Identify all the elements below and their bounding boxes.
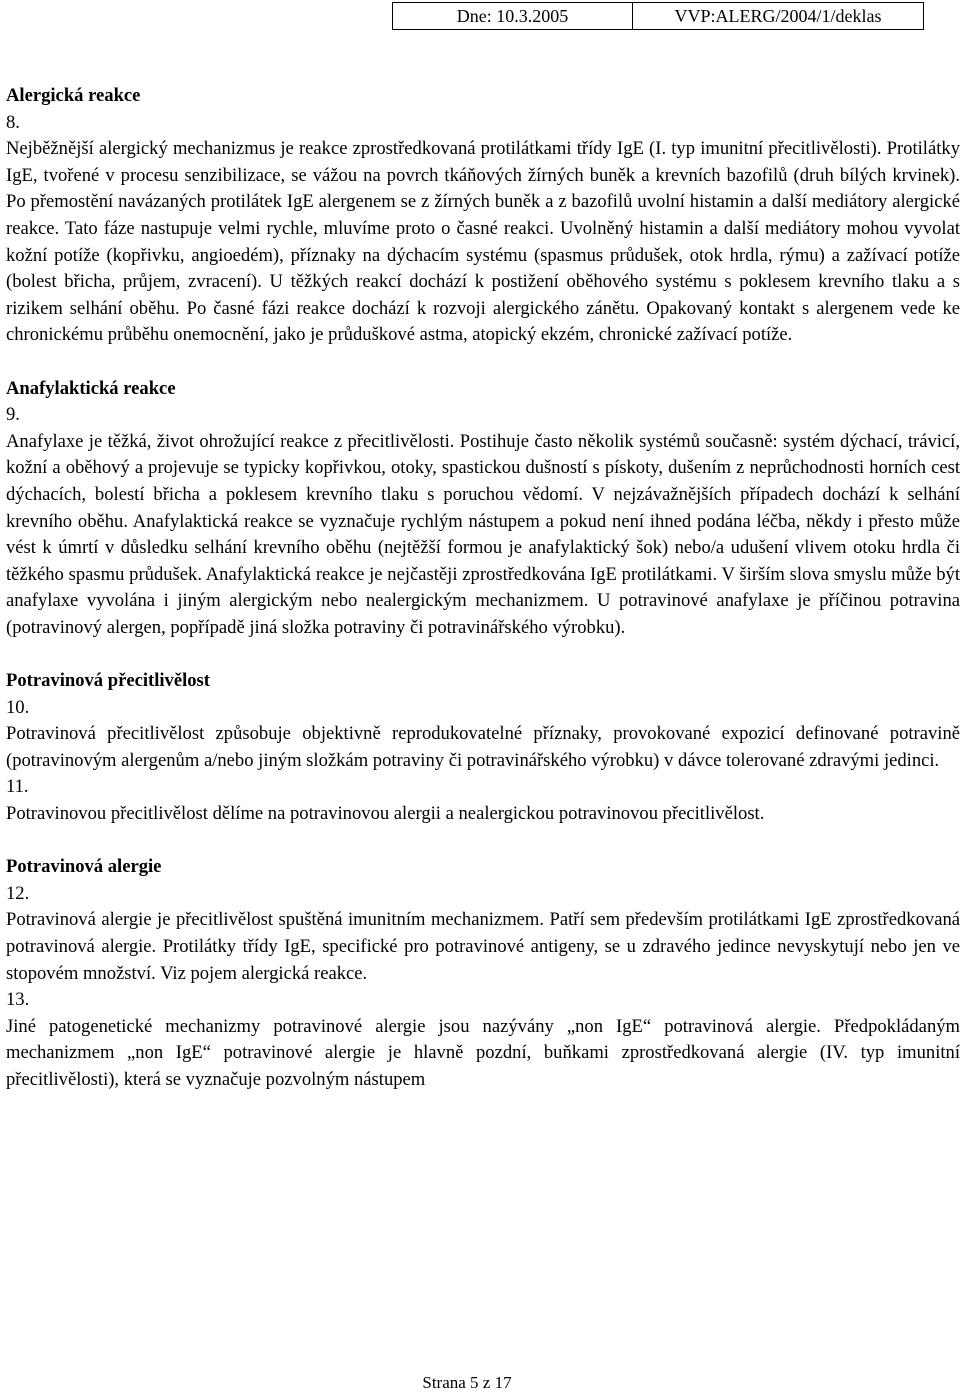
section-heading: Potravinová přecitlivělost xyxy=(6,670,210,692)
paragraph-text: Anafylaxe je těžká, život ohrožující reakce z přecitlivělosti. Postihuje často několik systémů současně: systém dýchací, trávicí, kožní a oběhový a projevuje se typicky kopřivkou, otoky, spastickou dušností s pískoty, dušením z neprůchodnosti horních cest dýchacích, bolestí břicha a poklesem krevního tlaku s poruchou vědomí. V nejzávažnějších případech dochází k selhání krevního oběhu. Anafylaktická reakce se vyznačuje rychlým nástupem a pokud není ihned podána léčba, někdy i přesto může vést k úmrtí v důsledku selhání krevního oběhu (nejtěžší formou je anafylaktický šok) nebo/a udušení vlivem otoku hrdla či těžkého spasmu průdušek. Anafylaktická reakce je nejčastěji zprostředkována IgE protilátkami. V širším slova smyslu může být anafylaxe vyvolána i jiným alergickým nebo nealergickým mechanizmem. U potravinové anafylaxe je příčinou potravina (potravinový alergen, popřípadě jiná složka potraviny či potravinářského výrobku). xyxy=(6,430,960,638)
section-heading: Anafylaktická reakce xyxy=(6,377,176,399)
section-potravinova-precitlivelost xyxy=(6,668,960,828)
header-document-id: VVP:ALERG/2004/1/deklas xyxy=(674,5,882,26)
paragraph-text: Potravinová alergie je přecitlivělost spuštěná imunitním mechanizmem. Patří sem především protilátkami IgE zprostředkovaná potravinová alergie. Protilátky třídy IgE, specifické pro potravinové antigeny, se u zdravého jedince nevyskytují nebo jen ve stopovém množství. Viz pojem alergická reakce. xyxy=(6,909,960,984)
paragraph-text: Jiné patogenetické mechanizmy potravinové alergie jsou nazývány „non IgE“ potravinová alergie. Předpokládaným mechanizmem „non IgE“ potravinové alergie je hlavně pozdní, buňkami zprostředkovaná alergie (IV. typ imunitní přecitlivělosti), která se vyznačuje pozvolným nástupem xyxy=(6,1015,960,1090)
section-alergicka-reakce xyxy=(6,83,960,349)
document-header xyxy=(392,2,924,30)
paragraph-number: 9. xyxy=(6,404,20,426)
paragraph-number: 13. xyxy=(6,989,30,1011)
paragraph-number: 11. xyxy=(6,776,29,798)
section-anafylakticka-reakce xyxy=(6,376,960,642)
section-potravinova-alergie xyxy=(6,854,960,1093)
paragraph-number: 10. xyxy=(6,696,30,718)
paragraph-number: 8. xyxy=(6,111,20,133)
paragraph-text: Nejběžnější alergický mechanizmus je reakce zprostředkovaná protilátkami třídy IgE (I. typ imunitní přecitlivělosti). Protilátky IgE, tvořené v procesu senzibilizace, se vážou na povrch tkáňových žírných buněk a krevních bazofilů (druh bílých krvinek). Po přemostění navázaných protilátek IgE alergenem se z žírných buněk a z bazofilů uvolní histamin a další mediátory alergické reakce. Tato fáze nastupuje velmi rychle, mluvíme proto o časné reakci. Uvolněný histamin a další mediátory mohou vyvolat kožní potíže (kopřivku, angioedém), příznaky na dýchacím systému (spasmus průdušek, otok hrdla, rýmu) a zažívací potíže (bolest břicha, průjem, zvracení). U těžkých reakcí dochází k postižení oběhového systému s poklesem krevního tlaku a s rizikem selhání oběhu. Po časné fázi reakce dochází k rozvoji alergického zánětu. Opakovaný kontakt s alergenem vede ke chronickému průběhu onemocnění, jako je průduškové astma, atopický ekzém, chronické zažívací potíže. xyxy=(6,138,960,346)
paragraph-text: Potravinovou přecitlivělost dělíme na potravinovou alergii a nealergickou potravinovou přecitlivělost. xyxy=(6,803,765,825)
header-date: Dne: 10.3.2005 xyxy=(393,3,633,29)
page-number-footer: Strana 5 z 17 xyxy=(422,1373,512,1392)
section-heading: Potravinová alergie xyxy=(6,856,162,878)
section-heading: Alergická reakce xyxy=(6,85,141,106)
document-body xyxy=(6,83,960,1120)
paragraph-text: Potravinová přecitlivělost způsobuje objektivně reprodukovatelné příznaky, provokované expozicí definované potravině (potravinovým alergenům a/nebo jiným složkám potraviny či potravinářského výrobku) v dávce tolerované zdravými jedinci. xyxy=(6,723,960,771)
paragraph-number: 12. xyxy=(6,882,30,904)
